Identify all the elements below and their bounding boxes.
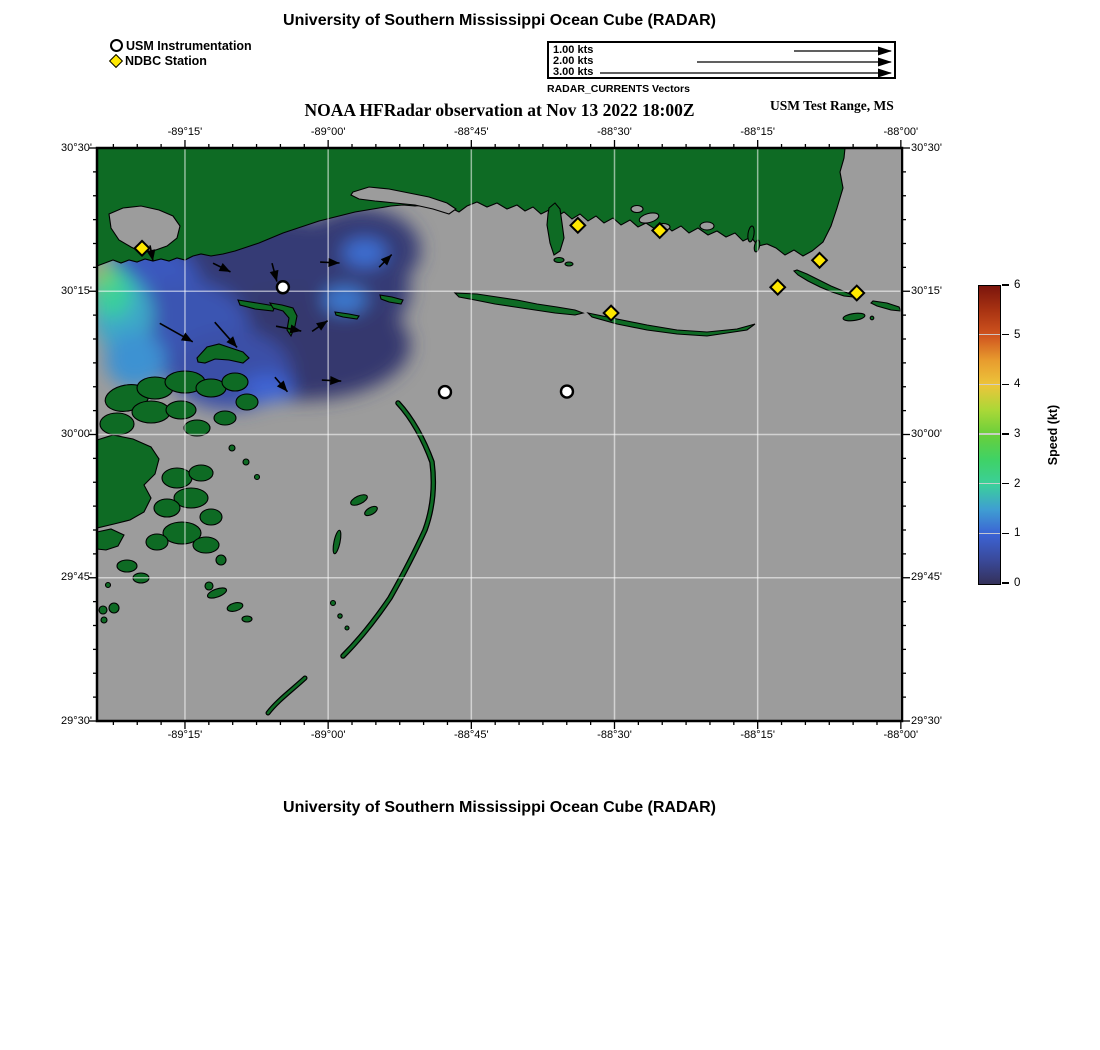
colorbar-tick-line: [979, 334, 1000, 336]
colorbar-label: Speed (kt): [1046, 404, 1060, 466]
colorbar-tick-label: 5: [1014, 328, 1021, 341]
colorbar: [978, 285, 1001, 585]
scale-row-3-label: 3.00 kts: [553, 66, 594, 78]
speed-cell: [343, 239, 387, 267]
legend-label-ndbc: NDBC Station: [125, 53, 207, 68]
usm-instrumentation-marker: [561, 386, 573, 398]
islet: [345, 626, 349, 630]
ndbc-diamond-marker-icon: [109, 53, 123, 67]
colorbar-tick-label: 4: [1014, 378, 1021, 391]
y-axis-label-right: 29°45': [911, 571, 942, 584]
vector-scale-caption: RADAR_CURRENTS Vectors: [547, 83, 690, 95]
colorbar-tick-label: 1: [1014, 527, 1021, 540]
speed-cell: [97, 265, 113, 285]
colorbar-tick: [1002, 533, 1009, 534]
scale-row-1-label: 1.00 kts: [553, 44, 594, 56]
y-axis-label-left: 30°15': [61, 284, 92, 297]
footer-title: University of Southern Mississippi Ocean Cube (RADAR): [283, 799, 716, 816]
x-axis-label-bottom: -88°45': [453, 729, 489, 741]
islet: [338, 614, 342, 618]
map-subtitle: NOAA HFRadar observation at Nov 13 2022 18:00Z: [304, 100, 695, 120]
map-plot-area: [97, 148, 902, 721]
page-title: University of Southern Mississippi Ocean Cube (RADAR): [283, 12, 716, 29]
y-axis-label-right: 30°00': [911, 428, 942, 440]
scale-arrow-head: [878, 58, 892, 67]
colorbar-tick-line: [979, 384, 1000, 386]
x-axis-label-bottom: -88°00': [883, 729, 919, 741]
x-axis-label-top: -88°30': [597, 126, 632, 138]
islet: [870, 316, 874, 320]
delta-islet: [565, 262, 573, 266]
colorbar-tick: [1002, 384, 1009, 385]
test-range-label: USM Test Range, MS: [770, 98, 894, 113]
x-axis-label-bottom: -89°00': [310, 729, 346, 741]
usm-circle-marker-icon: [110, 39, 123, 52]
y-axis-label-right: 30°30': [911, 141, 942, 154]
y-axis-label-right: 30°15': [911, 284, 942, 297]
x-axis-label-bottom: -88°15': [740, 729, 775, 741]
colorbar-tick: [1002, 284, 1009, 285]
vector-scale-box: [547, 41, 896, 79]
x-axis-label-bottom: -88°30': [597, 729, 632, 741]
colorbar-tick: [1002, 483, 1009, 484]
colorbar-tick-label: 0: [1014, 577, 1021, 589]
y-axis-label-left: 30°00': [61, 428, 92, 440]
y-axis-label-left: 30°30': [61, 141, 92, 154]
colorbar-tick: [1002, 582, 1009, 583]
scale-arrow-head: [878, 47, 892, 56]
usm-instrumentation-marker: [277, 281, 289, 293]
scale-row-2-label: 2.00 kts: [553, 55, 594, 67]
colorbar-tick-line: [979, 483, 1000, 485]
x-axis-label-top: -88°00': [883, 126, 919, 138]
usm-instrumentation-marker: [439, 386, 451, 398]
colorbar-tick-line: [979, 533, 1000, 535]
x-axis-label-top: -88°45': [453, 126, 489, 138]
marker-legend: [110, 38, 252, 68]
legend-row-ndbc: [110, 53, 252, 68]
colorbar-tick: [1002, 433, 1009, 434]
colorbar-tick: [1002, 334, 1009, 335]
y-axis-label-right: 29°30': [911, 714, 942, 727]
legend-label-usm: USM Instrumentation: [126, 38, 252, 53]
colorbar-tick-line: [979, 433, 1000, 435]
colorbar-tick-label: 2: [1014, 477, 1021, 490]
colorbar-tick-label: 6: [1014, 279, 1021, 291]
x-axis-label-bottom: -89°15': [167, 729, 203, 741]
x-axis-label-top: -89°15': [167, 126, 203, 138]
islet: [331, 601, 336, 606]
vector-scale-arrows: [549, 43, 894, 77]
x-axis-label-top: -88°15': [740, 126, 775, 138]
map-svg: [97, 148, 902, 721]
legend-row-usm: [110, 38, 252, 53]
x-axis-label-top: -89°00': [310, 126, 346, 138]
colorbar-tick-label: 3: [1014, 428, 1021, 440]
y-axis-label-left: 29°45': [61, 571, 92, 584]
coastal-bay: [631, 206, 643, 213]
coastal-bay: [700, 222, 714, 230]
scale-arrow-head: [878, 69, 892, 78]
delta-islet: [554, 258, 564, 263]
y-axis-label-left: 29°30': [61, 714, 92, 727]
